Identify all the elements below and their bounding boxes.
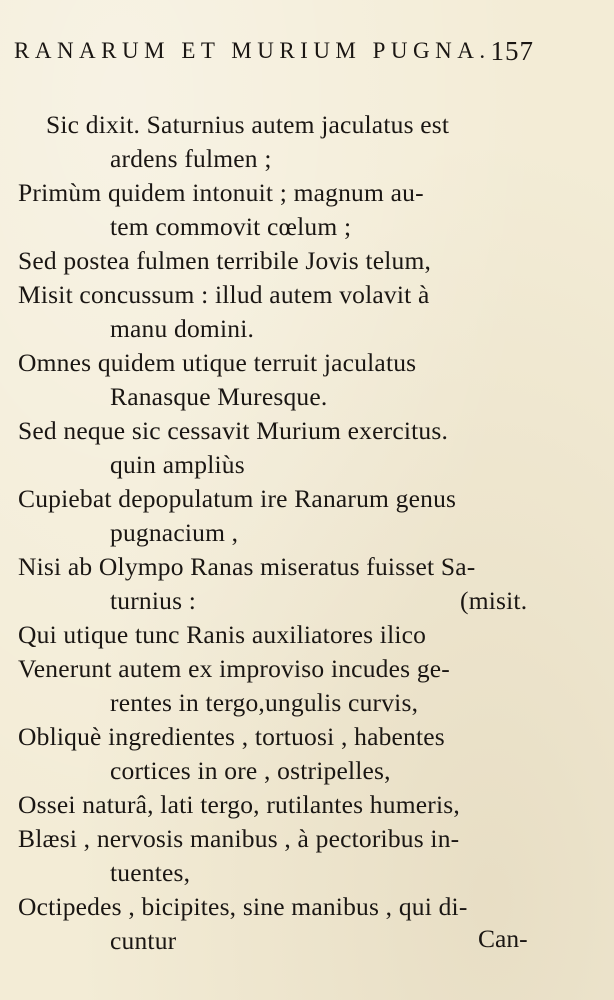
verse-line: Venerunt autem ex improviso incudes ge-	[18, 654, 450, 683]
verse-line: quin ampliùs	[110, 450, 245, 479]
verse-line: tuentes,	[110, 858, 191, 887]
running-head	[14, 38, 534, 74]
verse-line: pugnacium ,	[110, 518, 239, 547]
verse-line: Omnes quidem utique terruit jaculatus	[18, 348, 417, 377]
verse-line: ardens fulmen ;	[110, 144, 272, 173]
verse-line: Ranasque Muresque.	[110, 382, 328, 411]
running-title: RANARUM ET MURIUM PUGNA.	[14, 38, 491, 63]
verse-line: cuntur	[110, 926, 177, 955]
verse-line: Sic dixit. Saturnius autem jaculatus est	[46, 110, 450, 139]
verse-line: Sed postea fulmen terribile Jovis telum,	[18, 246, 432, 275]
verse-line: manu domini.	[110, 314, 255, 343]
page-number: 157	[490, 36, 534, 66]
verse-line: tem commovit cœlum ;	[110, 212, 352, 241]
verse-line: cortices in ore , ostripelles,	[110, 756, 391, 785]
verse-line: Nisi ab Olympo Ranas miseratus fuisset Sa-	[18, 552, 476, 581]
verse-line: Octipedes , bicipites, sine manibus , qui di-	[18, 892, 468, 921]
verse-line: (misit.	[460, 586, 528, 615]
catchword: Can-	[478, 924, 528, 953]
verse-line: Misit concussum : illud autem volavit à	[18, 280, 430, 309]
verse-line: Cupiebat depopulatum ire Ranarum genus	[18, 484, 457, 513]
verse-line: Qui utique tunc Ranis auxiliatores ilico	[18, 620, 427, 649]
verse-line: Primùm quidem intonuit ; magnum au-	[18, 178, 424, 207]
verse-line: Obliquè ingredientes , tortuosi , habentes	[18, 722, 445, 751]
verse-line: Sed neque sic cessavit Murium exercitus.	[18, 416, 449, 445]
verse-line: Blæsi , nervosis manibus , à pectoribus in-	[18, 824, 460, 853]
verse-line: turnius :	[110, 586, 197, 615]
verse-line: Ossei naturâ, lati tergo, rutilantes humeris,	[18, 790, 460, 819]
verse-line: rentes in tergo,ungulis curvis,	[110, 688, 419, 717]
